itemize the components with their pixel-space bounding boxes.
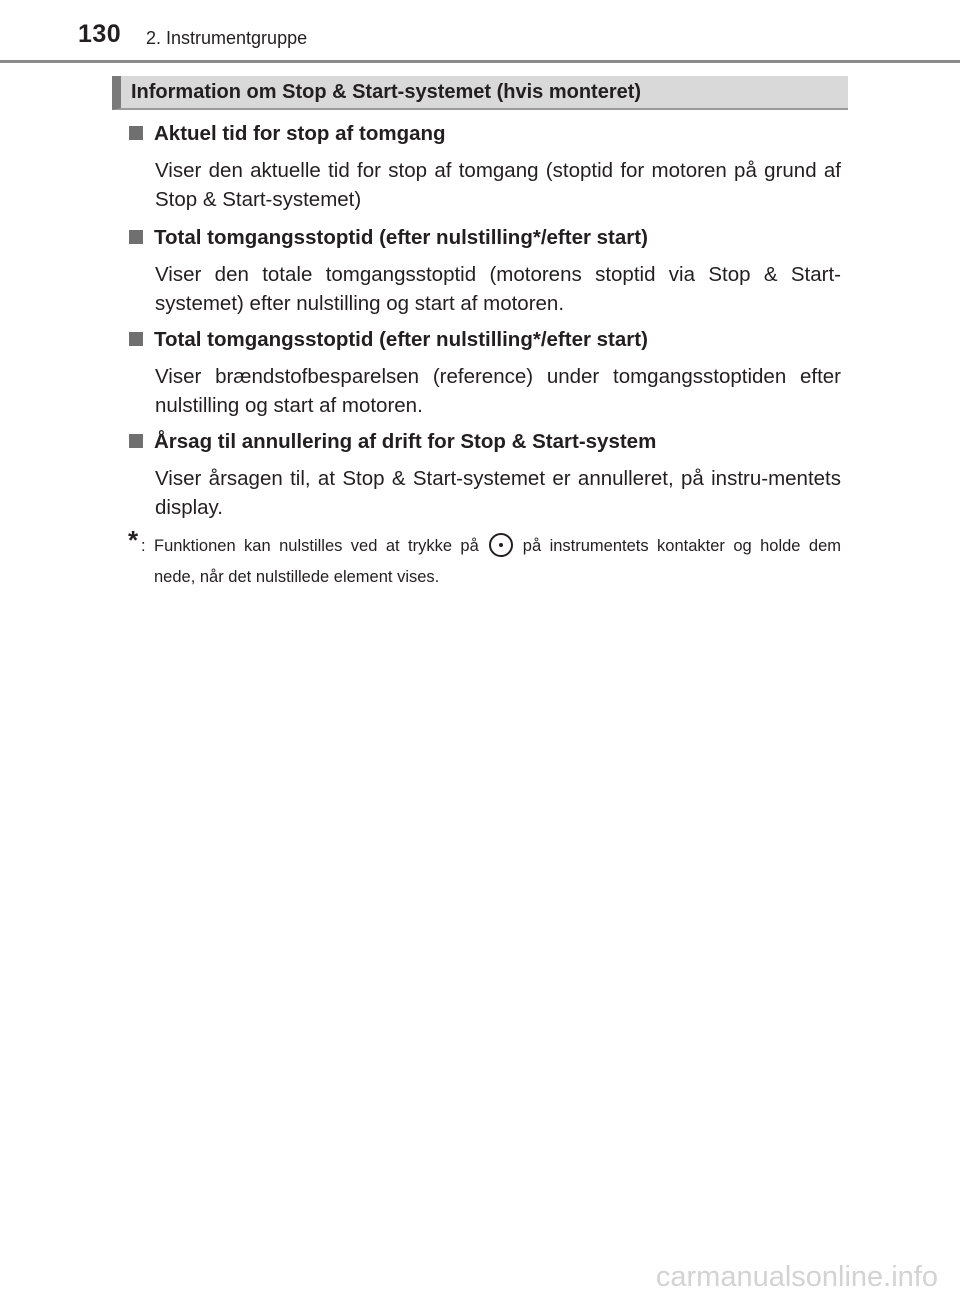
entry-body: Viser brændstofbesparelsen (reference) under tomgangsstoptiden efter nulstilling og start af motoren. bbox=[155, 365, 841, 417]
circle-dot-button-icon bbox=[489, 533, 513, 557]
entry-body: Viser den totale tomgangsstoptid (motorens stoptid via Stop & Start-systemet) efter nulstilling og start af motoren. bbox=[155, 263, 841, 315]
footnote-text bbox=[154, 531, 841, 593]
header-divider bbox=[0, 60, 960, 63]
entry-heading bbox=[129, 328, 648, 352]
section-title: Information om Stop & Start-systemet (hvis monteret) bbox=[131, 81, 642, 103]
entry-heading bbox=[129, 122, 446, 146]
bullet-square-icon bbox=[129, 434, 143, 448]
watermark: carmanualsonline.info bbox=[655, 1261, 938, 1293]
section-header bbox=[112, 76, 848, 110]
entry-heading bbox=[129, 226, 648, 250]
entry-heading-text: Total tomgangsstoptid (efter nulstilling*/efter start) bbox=[154, 226, 648, 249]
footnote-marker: * bbox=[128, 525, 139, 555]
bullet-square-icon bbox=[129, 126, 143, 140]
page-number: 130 bbox=[78, 20, 122, 48]
bullet-square-icon bbox=[129, 332, 143, 346]
entry-body: Viser årsagen til, at Stop & Start-systemet er annulleret, på instru-mentets display. bbox=[155, 467, 841, 519]
footnote-text-after: på instrumentets kontakter og holde dem nede, når det nulstillede element vises. bbox=[154, 537, 842, 586]
entry-heading-text: Aktuel tid for stop af tomgang bbox=[154, 122, 446, 145]
entry-body: Viser den aktuelle tid for stop af tomgang (stoptid for motoren på grund af Stop & Start-systemet) bbox=[155, 159, 841, 211]
entry-heading-text: Total tomgangsstoptid (efter nulstilling*/efter start) bbox=[154, 328, 648, 351]
entry-heading bbox=[129, 430, 656, 454]
footnote-text-before: Funktionen kan nulstilles ved at trykke på bbox=[154, 537, 479, 555]
bullet-square-icon bbox=[129, 230, 143, 244]
footnote-colon: : bbox=[141, 537, 146, 555]
entry-heading-text: Årsag til annullering af drift for Stop & Start-system bbox=[154, 430, 657, 453]
chapter-title: 2. Instrumentgruppe bbox=[146, 28, 308, 48]
